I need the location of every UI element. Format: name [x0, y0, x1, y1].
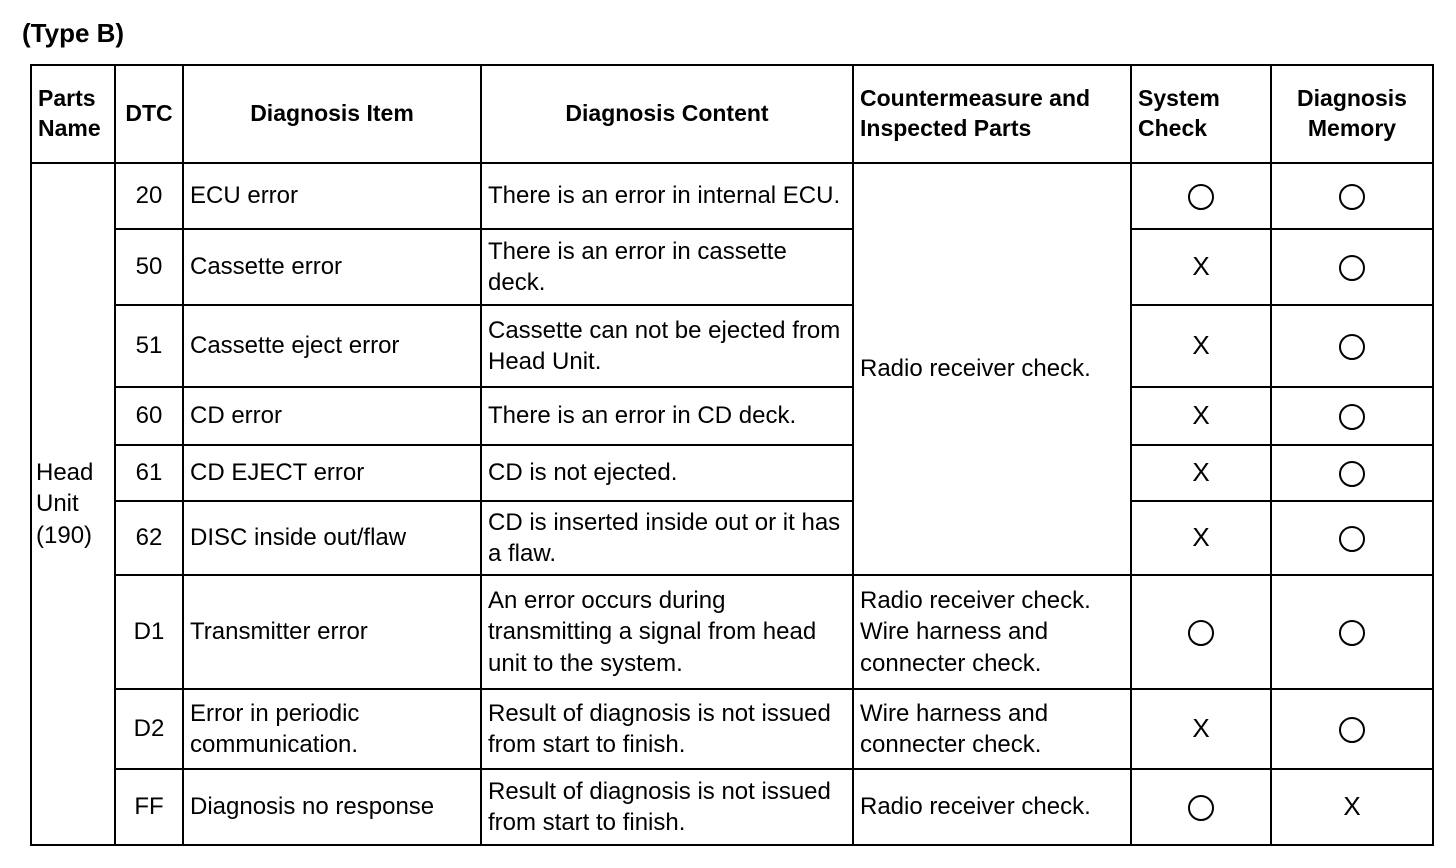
circle-mark-icon	[1339, 255, 1365, 281]
header-diagnosis-memory: Diagnosis Memory	[1271, 65, 1433, 163]
diagnosis-item: ECU error	[183, 163, 481, 229]
circle-mark-icon	[1339, 461, 1365, 487]
table-row	[31, 229, 1433, 305]
diagnosis-content: Result of diagnosis is not issued from start to finish.	[481, 689, 853, 769]
system-check-mark	[1131, 769, 1271, 845]
countermeasure: Wire harness and connecter check.	[853, 689, 1131, 769]
system-check-mark	[1131, 387, 1271, 445]
dtc-code: 20	[115, 163, 183, 229]
diagnosis-memory-mark	[1271, 769, 1433, 845]
system-check-mark	[1131, 305, 1271, 387]
diagnosis-item: Cassette eject error	[183, 305, 481, 387]
table-row	[31, 501, 1433, 575]
system-check-mark	[1131, 163, 1271, 229]
header-countermeasure: Countermeasure and Inspected Parts	[853, 65, 1131, 163]
diagnosis-item: CD EJECT error	[183, 445, 481, 501]
countermeasure-merged: Radio receiver check.	[853, 163, 1131, 575]
circle-mark-icon	[1339, 717, 1365, 743]
parts-name-cell: Head Unit (190)	[31, 163, 115, 845]
table-row	[31, 387, 1433, 445]
diagnosis-content: Cassette can not be ejected from Head Unit.	[481, 305, 853, 387]
diagnosis-content: CD is inserted inside out or it has a flaw.	[481, 501, 853, 575]
header-parts-name: Parts Name	[31, 65, 115, 163]
diagnosis-content: There is an error in cassette deck.	[481, 229, 853, 305]
cross-mark: X	[1192, 330, 1210, 361]
table-row	[31, 575, 1433, 689]
circle-mark-icon	[1339, 184, 1365, 210]
dtc-code: 51	[115, 305, 183, 387]
header-system-check: System Check	[1131, 65, 1271, 163]
diagnosis-memory-mark	[1271, 387, 1433, 445]
dtc-table	[30, 64, 1434, 846]
table-row	[31, 689, 1433, 769]
system-check-mark	[1131, 501, 1271, 575]
diagnosis-memory-mark	[1271, 689, 1433, 769]
diagnosis-item: Transmitter error	[183, 575, 481, 689]
diagnosis-memory-mark	[1271, 445, 1433, 501]
diagnosis-item: Cassette error	[183, 229, 481, 305]
diagnosis-item: Diagnosis no response	[183, 769, 481, 845]
diagnosis-content: There is an error in CD deck.	[481, 387, 853, 445]
page-heading: (Type B)	[22, 18, 125, 48]
header-row	[31, 65, 1433, 163]
diagnosis-content: Result of diagnosis is not issued from start to finish.	[481, 769, 853, 845]
cross-mark: X	[1192, 400, 1210, 431]
cross-mark: X	[1192, 457, 1210, 488]
countermeasure: Radio receiver check.	[853, 769, 1131, 845]
table-row	[31, 163, 1433, 229]
system-check-mark	[1131, 229, 1271, 305]
countermeasure: Radio receiver check. Wire harness and connecter check.	[853, 575, 1131, 689]
header-dtc: DTC	[115, 65, 183, 163]
diagnosis-content: CD is not ejected.	[481, 445, 853, 501]
table-row	[31, 445, 1433, 501]
system-check-mark	[1131, 445, 1271, 501]
table-row	[31, 305, 1433, 387]
diagnosis-memory-mark	[1271, 501, 1433, 575]
system-check-mark	[1131, 689, 1271, 769]
dtc-code: 60	[115, 387, 183, 445]
header-diagnosis-content: Diagnosis Content	[481, 65, 853, 163]
system-check-mark	[1131, 575, 1271, 689]
diagnosis-memory-mark	[1271, 305, 1433, 387]
cross-mark: X	[1192, 713, 1210, 744]
diagnosis-item: DISC inside out/flaw	[183, 501, 481, 575]
dtc-code: D2	[115, 689, 183, 769]
dtc-code: 62	[115, 501, 183, 575]
diagnosis-memory-mark	[1271, 575, 1433, 689]
circle-mark-icon	[1339, 404, 1365, 430]
cross-mark: X	[1343, 791, 1361, 822]
dtc-code: FF	[115, 769, 183, 845]
cross-mark: X	[1192, 251, 1210, 282]
cross-mark: X	[1192, 522, 1210, 553]
diagnosis-content: There is an error in internal ECU.	[481, 163, 853, 229]
circle-mark-icon	[1188, 184, 1214, 210]
table-row	[31, 769, 1433, 845]
circle-mark-icon	[1339, 334, 1365, 360]
circle-mark-icon	[1188, 795, 1214, 821]
circle-mark-icon	[1339, 526, 1365, 552]
diagnosis-memory-mark	[1271, 163, 1433, 229]
circle-mark-icon	[1188, 620, 1214, 646]
diagnosis-content: An error occurs during transmitting a signal from head unit to the system.	[481, 575, 853, 689]
dtc-code: 61	[115, 445, 183, 501]
diagnosis-item: CD error	[183, 387, 481, 445]
header-diagnosis-item: Diagnosis Item	[183, 65, 481, 163]
diagnosis-item: Error in periodic communication.	[183, 689, 481, 769]
dtc-code: 50	[115, 229, 183, 305]
dtc-code: D1	[115, 575, 183, 689]
circle-mark-icon	[1339, 620, 1365, 646]
diagnosis-memory-mark	[1271, 229, 1433, 305]
